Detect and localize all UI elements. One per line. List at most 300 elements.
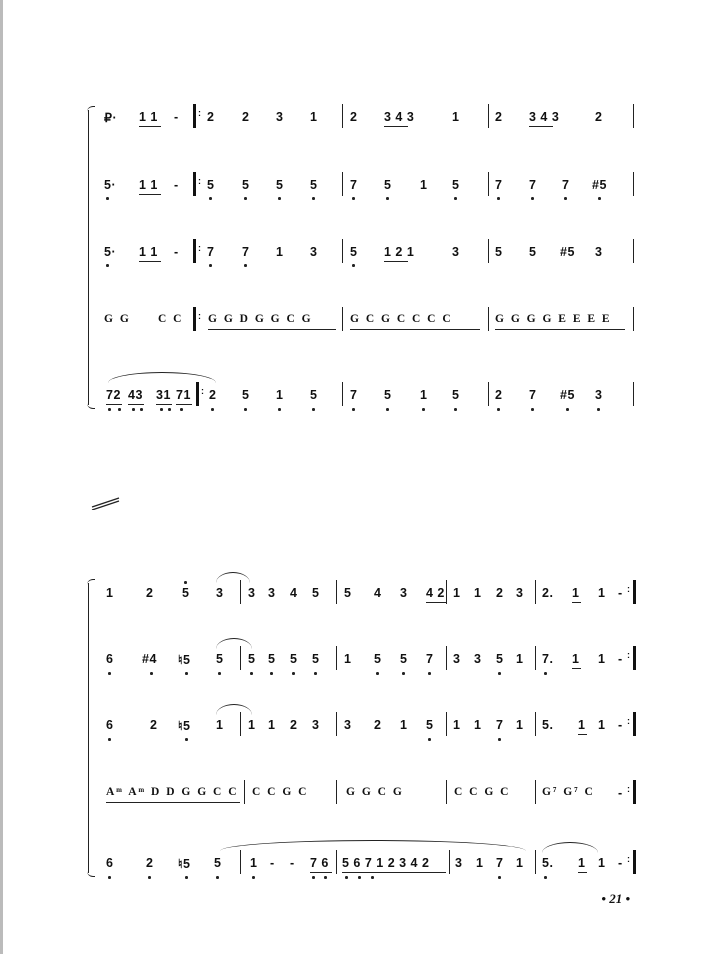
note: 7 — [496, 718, 504, 732]
note: 1 — [598, 586, 606, 600]
note: 2 — [374, 718, 382, 732]
barline — [336, 780, 337, 804]
note: 5 — [242, 388, 250, 402]
note: #5 — [560, 245, 575, 259]
barline — [446, 712, 447, 736]
chord-group: G G C G — [346, 786, 404, 798]
octave-dot — [312, 408, 315, 411]
chord-group: G C G C C C C — [350, 313, 453, 325]
note: 3 — [216, 586, 224, 600]
octave-dot — [531, 197, 534, 200]
rest: - — [618, 856, 623, 870]
beam — [139, 126, 161, 127]
note: 2 — [595, 110, 603, 124]
staff-1 — [0, 586, 710, 612]
octave-dot — [531, 408, 534, 411]
note: 7 — [350, 178, 358, 192]
note-pair: 7 6 — [310, 856, 329, 870]
note-pair: 31 — [156, 388, 171, 402]
staff-5 — [0, 856, 710, 882]
octave-dot — [209, 197, 212, 200]
repeat-dots: : — [627, 784, 630, 794]
note: 3 — [312, 718, 320, 732]
note: 5 — [384, 178, 392, 192]
staff-2 — [0, 652, 710, 678]
octave-dot — [180, 408, 183, 411]
rest: - — [618, 786, 623, 800]
note: 5· — [104, 245, 117, 259]
repeat-dots: : — [627, 584, 630, 594]
octave-dot — [544, 876, 547, 879]
final-barline — [633, 580, 636, 604]
note: 5 — [312, 586, 320, 600]
page-number: • 21 • — [601, 891, 630, 906]
repeat-dots: : — [627, 716, 630, 726]
note: 5 — [452, 388, 460, 402]
octave-dot — [352, 408, 355, 411]
note: 7 — [562, 178, 570, 192]
note: 1 — [310, 110, 318, 124]
note: ♮5 — [178, 653, 191, 667]
beam — [350, 329, 480, 330]
note: 5· — [104, 178, 117, 192]
octave-dot — [106, 264, 109, 267]
note: 1 — [578, 718, 586, 732]
note: 5 — [452, 178, 460, 192]
chord-group: C C G C — [454, 786, 511, 798]
beam — [139, 261, 161, 262]
note: 6 — [106, 718, 114, 732]
barline — [342, 172, 343, 196]
octave-dot — [358, 876, 361, 879]
octave-dot — [118, 408, 121, 411]
barline — [342, 104, 343, 128]
octave-dot — [597, 408, 600, 411]
octave-dot — [244, 264, 247, 267]
note: 5. — [542, 718, 554, 732]
barline — [446, 646, 447, 670]
repeat-dots: : — [627, 650, 630, 660]
octave-dot — [352, 197, 355, 200]
note: 5 — [310, 178, 318, 192]
note: #4 — [142, 652, 157, 666]
beam — [106, 404, 122, 405]
octave-dot — [422, 408, 425, 411]
octave-dot — [498, 672, 501, 675]
note: 1 — [344, 652, 352, 666]
barline — [535, 850, 536, 874]
note: 6 — [106, 856, 114, 870]
note: 7 — [529, 388, 537, 402]
rest: - — [618, 586, 623, 600]
octave-dot — [132, 408, 135, 411]
note: 3 — [344, 718, 352, 732]
barline — [488, 172, 489, 196]
note: 5 — [312, 652, 320, 666]
octave-dot — [108, 408, 111, 411]
barline — [535, 646, 536, 670]
note: 1 — [420, 178, 428, 192]
repeat-dots: : — [198, 311, 201, 321]
octave-dot — [352, 264, 355, 267]
octave-dot — [184, 581, 187, 584]
octave-dot — [278, 408, 281, 411]
note: 2 — [207, 110, 215, 124]
beam — [495, 329, 625, 330]
repeat-dots: : — [201, 386, 204, 396]
barline — [488, 104, 489, 128]
note: 7. — [542, 652, 554, 666]
note: 2 — [350, 110, 358, 124]
note: 7 — [496, 856, 504, 870]
barline — [446, 780, 447, 804]
note: 1 — [400, 718, 408, 732]
octave-dot — [292, 672, 295, 675]
octave-dot — [185, 672, 188, 675]
barline — [342, 239, 343, 263]
repeat-barline — [193, 104, 196, 128]
note: 1 — [106, 586, 114, 600]
note: 3 — [455, 856, 463, 870]
repeat-dots: : — [627, 854, 630, 864]
barline — [244, 780, 245, 804]
note: 1 — [516, 652, 524, 666]
octave-dot — [497, 197, 500, 200]
octave-dot — [216, 876, 219, 879]
note: 5 — [496, 652, 504, 666]
octave-dot — [150, 672, 153, 675]
staff-3 — [0, 718, 710, 744]
beam — [106, 802, 240, 803]
repeat-dots: : — [198, 243, 201, 253]
chord-group: G G G G E E E E — [495, 313, 612, 325]
rest: - — [174, 178, 179, 192]
repeat-barline — [193, 172, 196, 196]
note: 3 — [310, 245, 318, 259]
octave-dot — [108, 876, 111, 879]
octave-dot — [497, 408, 500, 411]
note: 1 — [598, 718, 606, 732]
octave-dot — [250, 672, 253, 675]
rest: - — [270, 856, 275, 870]
octave-dot — [140, 408, 143, 411]
chord-group: Aᵐ Aᵐ D D G G C C — [106, 786, 239, 798]
octave-dot — [218, 672, 221, 675]
octave-dot — [324, 876, 327, 879]
beam — [156, 404, 172, 405]
final-barline — [633, 780, 636, 804]
octave-dot — [160, 408, 163, 411]
barline — [240, 712, 241, 736]
rest: - — [290, 856, 295, 870]
beam — [342, 872, 446, 873]
note: 4 — [290, 586, 298, 600]
octave-dot — [106, 197, 109, 200]
note-pair: 1 1 — [139, 110, 158, 124]
chord-group: G G — [104, 313, 131, 325]
note: 1 — [598, 652, 606, 666]
note: 1 — [248, 718, 256, 732]
beam — [176, 404, 192, 405]
octave-dot — [244, 408, 247, 411]
note: 1 — [578, 856, 586, 870]
barline — [342, 382, 343, 406]
note: 5 — [268, 652, 276, 666]
barline — [535, 712, 536, 736]
note-group: 3 4 3 — [384, 110, 415, 124]
octave-dot — [314, 672, 317, 675]
octave-dot — [209, 264, 212, 267]
repeat-barline — [193, 307, 196, 331]
note: 3 — [595, 388, 603, 402]
barline — [336, 646, 337, 670]
note: 5 — [495, 245, 503, 259]
octave-dot — [371, 876, 374, 879]
note: 5 — [529, 245, 537, 259]
note: 1 — [453, 586, 461, 600]
octave-dot — [278, 197, 281, 200]
repeat-barline — [196, 382, 199, 406]
note: 1 — [453, 718, 461, 732]
note: 5 — [214, 856, 222, 870]
octave-dot — [270, 672, 273, 675]
staff-5 — [0, 388, 710, 414]
beam — [139, 194, 161, 195]
note: 3 — [452, 245, 460, 259]
note: 5 — [350, 245, 358, 259]
note: 5 — [248, 652, 256, 666]
note: 5 — [374, 652, 382, 666]
slur — [542, 842, 598, 853]
beam — [384, 126, 408, 127]
barline — [633, 239, 634, 263]
chord-group: G G D G G C G — [208, 313, 313, 325]
barline — [446, 580, 447, 604]
barline — [633, 382, 634, 406]
staff-2 — [0, 178, 710, 204]
note-pair: 43 — [128, 388, 143, 402]
note-pair: 1 1 — [139, 245, 158, 259]
staff-1 — [0, 110, 710, 136]
staff-chords — [0, 313, 710, 339]
tie — [216, 572, 250, 583]
note: 5 — [400, 652, 408, 666]
note: 2 — [495, 388, 503, 402]
note: 2. — [542, 586, 554, 600]
note: ♮5 — [178, 719, 191, 733]
octave-dot — [211, 408, 214, 411]
note: 3 — [453, 652, 461, 666]
barline — [633, 104, 634, 128]
final-barline — [633, 850, 636, 874]
barline — [535, 780, 536, 804]
repeat-dots: : — [198, 176, 201, 186]
note: 5 — [216, 652, 224, 666]
note: 1 — [216, 718, 224, 732]
note: ₽· — [104, 111, 118, 125]
note: 5 — [384, 388, 392, 402]
note-group: 1 2 1 — [384, 245, 415, 259]
note: 5 — [310, 388, 318, 402]
beam — [578, 872, 587, 873]
note: 1 — [452, 110, 460, 124]
octave-dot — [185, 738, 188, 741]
octave-dot — [312, 876, 315, 879]
octave-dot — [252, 876, 255, 879]
octave-dot — [564, 197, 567, 200]
octave-dot — [498, 876, 501, 879]
note: 7 — [207, 245, 215, 259]
note: 5 — [242, 178, 250, 192]
note: 1 — [474, 718, 482, 732]
barline — [240, 580, 241, 604]
chord-group: C C — [158, 313, 184, 325]
rest: - — [174, 110, 179, 124]
note-run: 5 6 7 1 2 3 4 2 — [342, 856, 430, 870]
note: 5 — [426, 718, 434, 732]
note: 1 — [420, 388, 428, 402]
note: 2 — [146, 586, 154, 600]
note-pair: 71 — [176, 388, 191, 402]
rest: - — [618, 652, 623, 666]
note: 5. — [542, 856, 554, 870]
octave-dot — [386, 197, 389, 200]
note: 1 — [516, 856, 524, 870]
note: 1 — [276, 388, 284, 402]
octave-dot — [598, 197, 601, 200]
beam — [572, 602, 581, 603]
beam — [578, 734, 587, 735]
note: 1 — [516, 718, 524, 732]
note: ♮5 — [178, 857, 191, 871]
beam — [310, 872, 332, 873]
barline — [488, 307, 489, 331]
slur — [108, 372, 216, 383]
barline — [342, 307, 343, 331]
octave-dot — [168, 408, 171, 411]
note: 6 — [106, 652, 114, 666]
barline — [488, 239, 489, 263]
barline — [336, 850, 337, 874]
octave-dot — [428, 672, 431, 675]
tie — [216, 704, 252, 715]
rest: - — [174, 245, 179, 259]
octave-dot — [454, 408, 457, 411]
note: 3 — [248, 586, 256, 600]
octave-dot — [148, 876, 151, 879]
barline — [633, 307, 634, 331]
staff-3 — [0, 245, 710, 271]
note: #5 — [560, 388, 575, 402]
note: 1 — [474, 586, 482, 600]
note: 1 — [250, 856, 258, 870]
rest: - — [618, 718, 623, 732]
octave-dot — [185, 876, 188, 879]
octave-dot — [498, 738, 501, 741]
section-break-mark — [90, 494, 122, 510]
beam — [384, 261, 408, 262]
note: 1 — [572, 586, 580, 600]
note: 1 — [476, 856, 484, 870]
note: 3 — [268, 586, 276, 600]
repeat-barline — [193, 239, 196, 263]
octave-dot — [544, 672, 547, 675]
octave-dot — [312, 197, 315, 200]
note: 2 — [495, 110, 503, 124]
note: 3 — [516, 586, 524, 600]
barline — [240, 850, 241, 874]
note: 7 — [242, 245, 250, 259]
octave-dot — [428, 738, 431, 741]
octave-dot — [244, 197, 247, 200]
tie — [216, 638, 252, 649]
octave-dot — [345, 876, 348, 879]
final-barline — [633, 646, 636, 670]
note: 1 — [268, 718, 276, 732]
note-group: 3 4 3 — [529, 110, 560, 124]
chord-group: G⁷ G⁷ C — [542, 786, 595, 798]
octave-dot — [454, 197, 457, 200]
note: #5 — [592, 178, 607, 192]
note: 2 — [150, 718, 158, 732]
beam — [572, 668, 581, 669]
octave-dot — [376, 672, 379, 675]
final-barline — [633, 712, 636, 736]
note: 1 — [598, 856, 606, 870]
note: 2 — [242, 110, 250, 124]
barline — [633, 172, 634, 196]
barline — [449, 850, 450, 874]
barline — [336, 712, 337, 736]
barline — [336, 580, 337, 604]
note: 5 — [182, 586, 190, 600]
note: 5 — [276, 178, 284, 192]
note: 2 — [146, 856, 154, 870]
octave-dot — [108, 672, 111, 675]
note: 3 — [474, 652, 482, 666]
note-pair: 72 — [106, 388, 121, 402]
note: 7 — [426, 652, 434, 666]
note: 3 — [276, 110, 284, 124]
slur — [220, 840, 526, 851]
beam — [529, 126, 553, 127]
note: 4 — [374, 586, 382, 600]
octave-dot — [566, 408, 569, 411]
note: 1 — [276, 245, 284, 259]
note: 2 — [209, 388, 217, 402]
barline — [535, 580, 536, 604]
repeat-dots: : — [198, 108, 201, 118]
note: 7 — [350, 388, 358, 402]
barline — [488, 382, 489, 406]
note: 5 — [207, 178, 215, 192]
note-pair: 1 1 — [139, 178, 158, 192]
chord-group: C C G C — [252, 786, 309, 798]
note: 3 — [595, 245, 603, 259]
octave-dot — [108, 738, 111, 741]
beam — [128, 404, 144, 405]
octave-dot — [402, 672, 405, 675]
note: 7 — [495, 178, 503, 192]
note: 5 — [344, 586, 352, 600]
note: 2 — [496, 586, 504, 600]
note: 1 — [572, 652, 580, 666]
barline — [240, 646, 241, 670]
note: 7 — [529, 178, 537, 192]
note: 5 — [290, 652, 298, 666]
beam — [426, 602, 446, 603]
staff-chords — [0, 786, 710, 812]
